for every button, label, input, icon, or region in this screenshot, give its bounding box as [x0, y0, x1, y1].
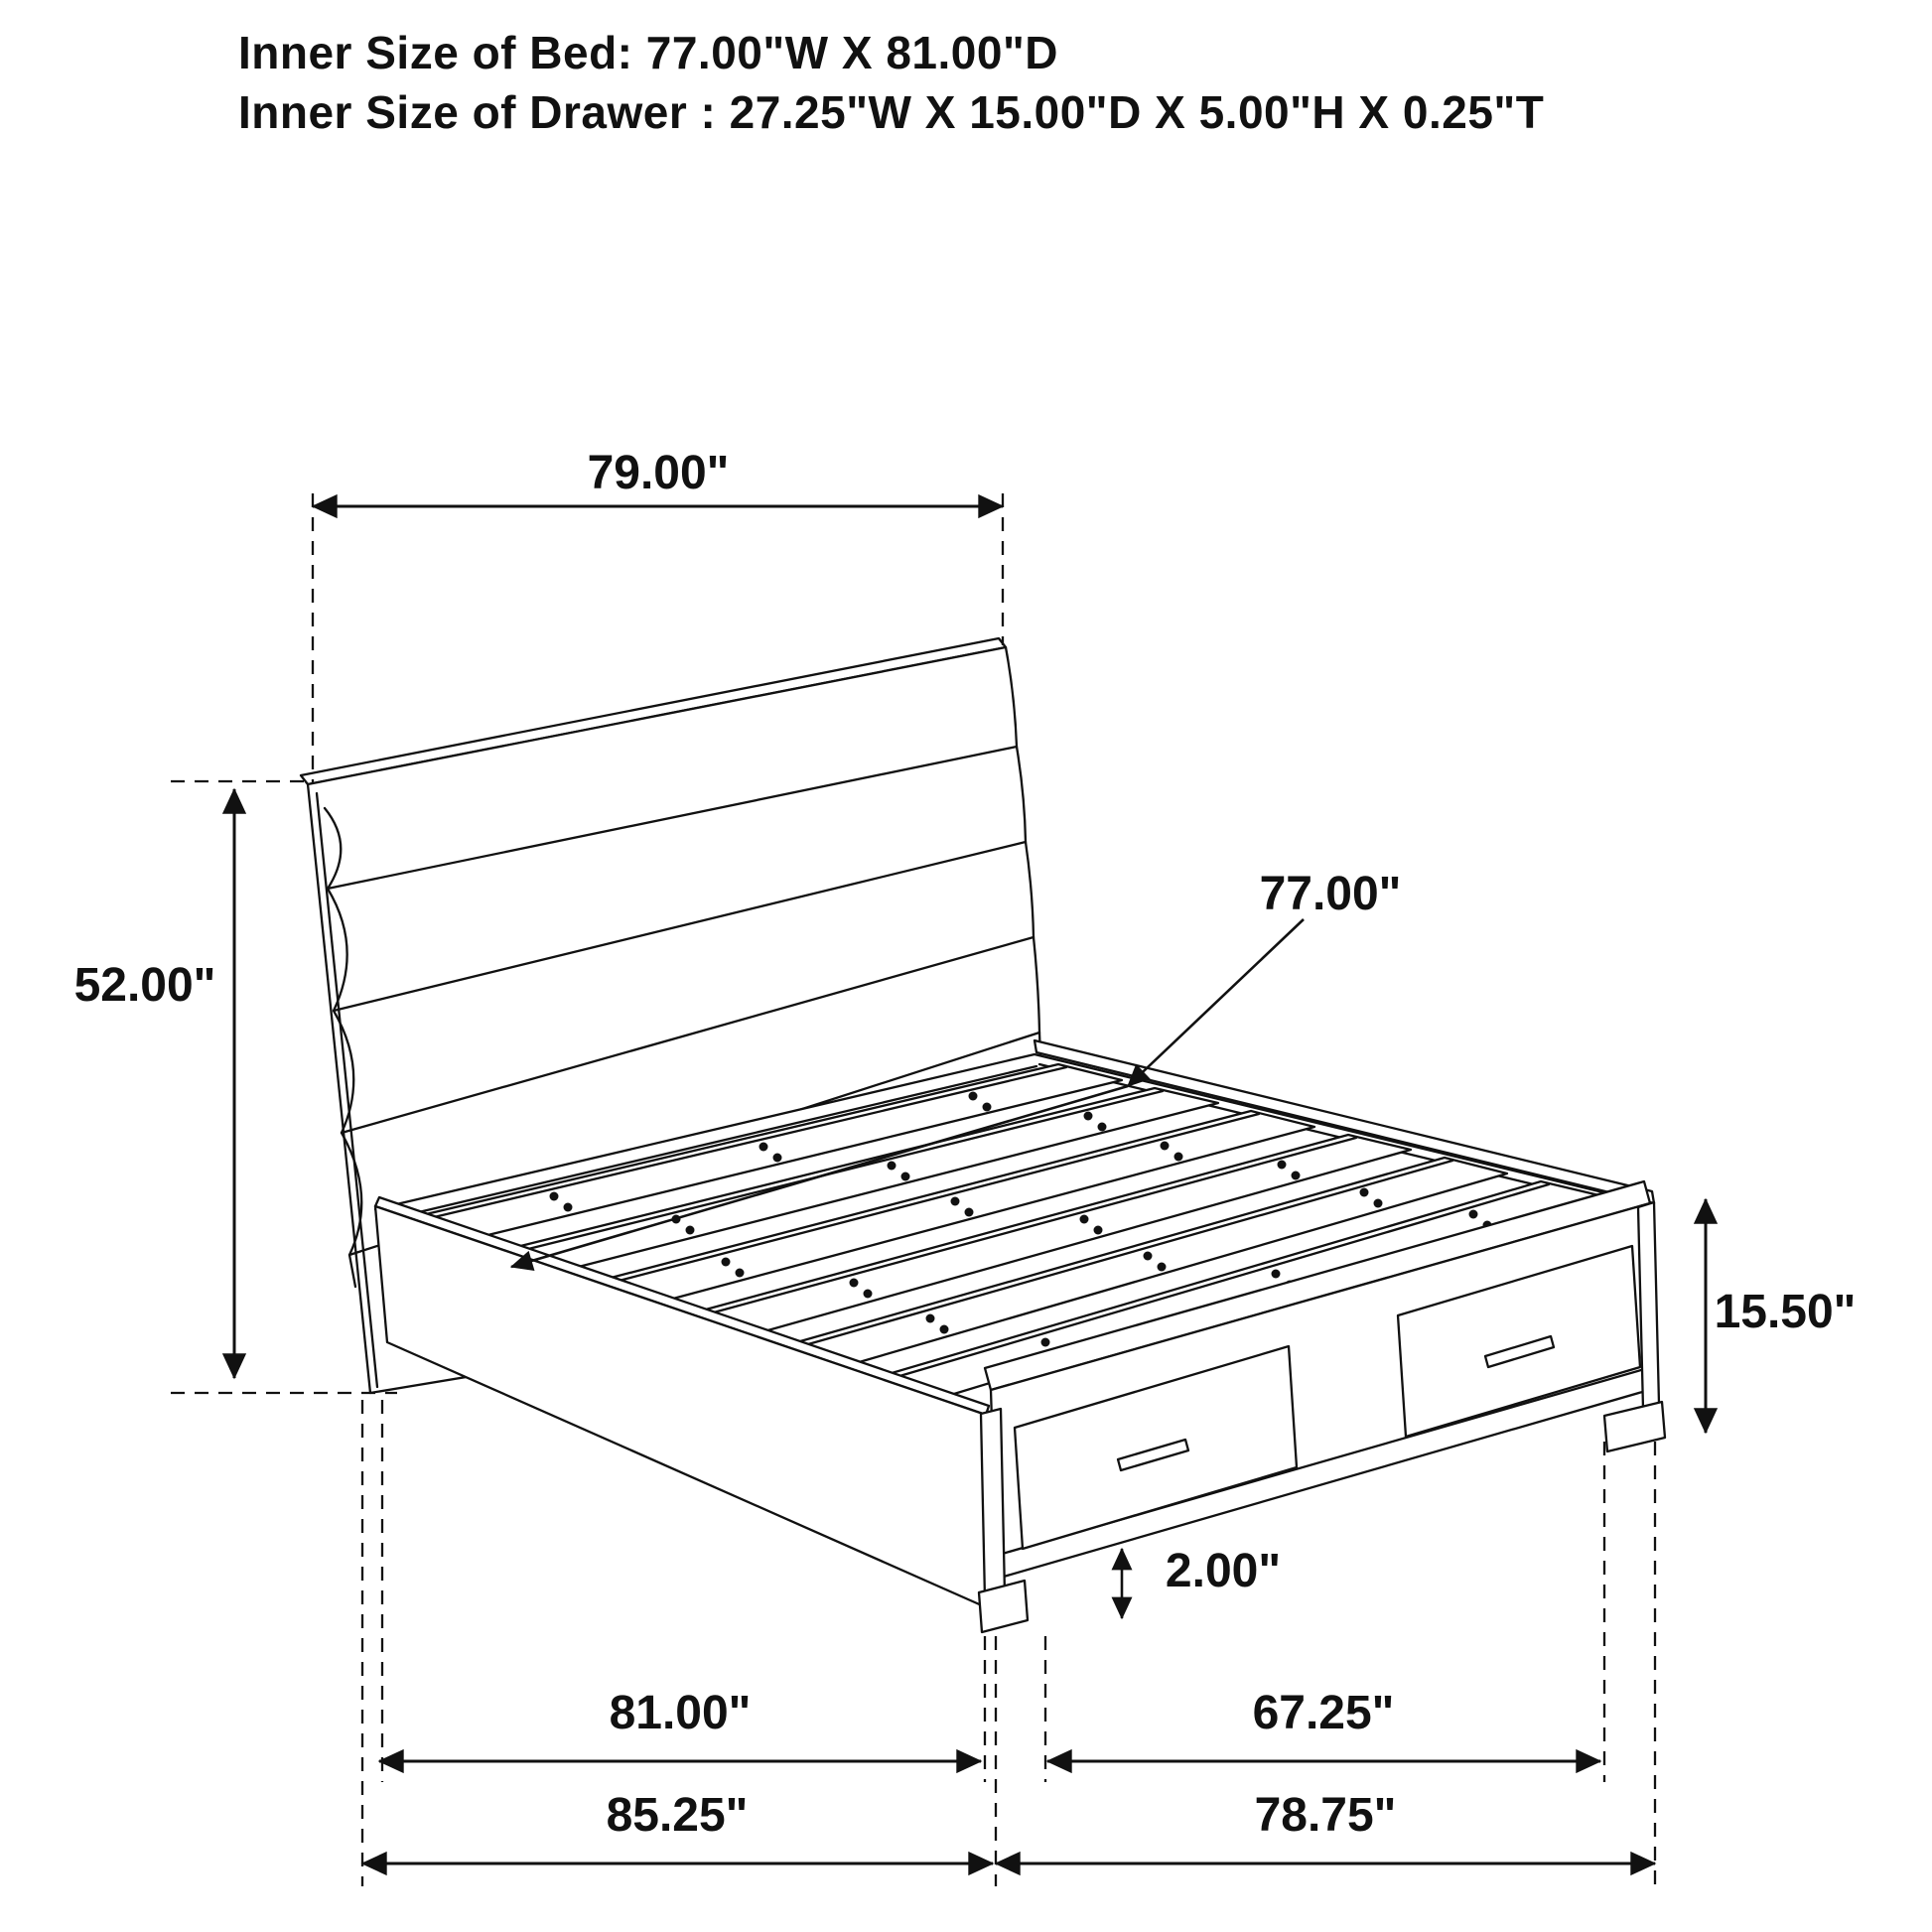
title-line-bed-inner-size: Inner Size of Bed: 77.00"W X 81.00"D — [238, 27, 1058, 78]
dimension-inner-length — [379, 1687, 981, 1761]
dimension-floor-clearance — [1122, 1545, 1281, 1618]
footboard-right-post — [1638, 1202, 1659, 1409]
dimension-label: 81.00" — [609, 1687, 752, 1739]
dimension-footboard-height — [1706, 1199, 1856, 1433]
dimension-label: 2.00" — [1165, 1545, 1282, 1597]
dimension-label: 78.75" — [1254, 1789, 1397, 1842]
leader-line — [1128, 919, 1304, 1086]
footboard-left-post — [981, 1409, 1005, 1599]
dimension-label: 15.50" — [1714, 1286, 1857, 1338]
dimension-label: 85.25" — [606, 1789, 749, 1842]
dimension-label: 79.00" — [587, 447, 730, 499]
dimension-drawer-section — [1047, 1687, 1600, 1761]
dimension-overall-right — [996, 1789, 1655, 1863]
dimension-label: 52.00" — [73, 959, 216, 1012]
dimension-overall-left — [362, 1789, 993, 1863]
dimension-label: 77.00" — [1259, 868, 1402, 920]
title-line-drawer-inner-size: Inner Size of Drawer : 27.25"W X 15.00"D X 5.00"H X 0.25"T — [238, 86, 1545, 138]
dimension-label: 67.25" — [1252, 1687, 1395, 1739]
